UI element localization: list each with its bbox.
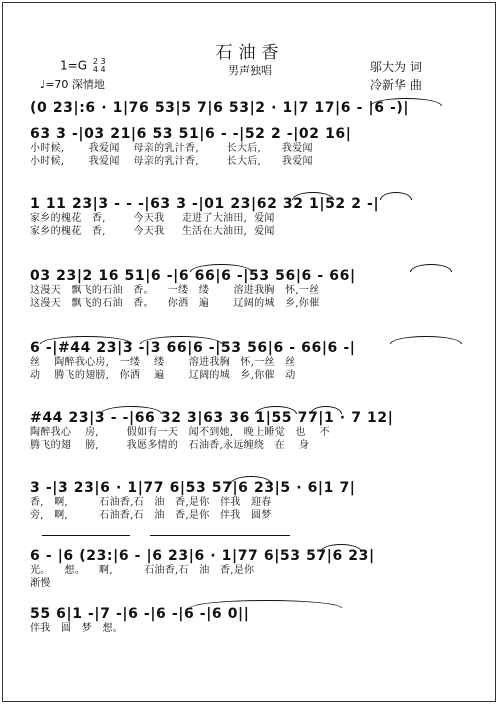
lyric-line-2: 渐慢 [30, 578, 51, 589]
lyric-line-1: 家乡的槐花 香, 今天我 走进了大油田, 爱闻 [30, 213, 275, 224]
notation-line: #44 23|3 - -|66 32 3|63 36 1|55 77|1 · 7 12| [30, 410, 394, 426]
notation-line: 63 3 -|03 21|6 53 51|6 - -|52 2 -|02 16| [30, 126, 352, 142]
lyric-line-1: 光。 想。 啊, 石油香,石 油 香,是你 [30, 565, 255, 576]
score-system-8 [30, 548, 470, 590]
volta-bracket-2 [150, 535, 290, 536]
composer-credit: 冷新华 曲 [370, 78, 422, 92]
lyric-line-1: 小时候, 我爱闻 母亲的乳汁香, 长大后, 我爱闻 [30, 143, 313, 154]
score-system-3 [30, 196, 470, 238]
lyric-line-2: 旁, 啊, 石油香,石 油 香,是你 伴我 圆梦 [30, 510, 272, 521]
lyric-line-1: 陶醉我心 房, 假如有一天 闻不到她, 晚上睡觉 也 不 [30, 427, 330, 438]
time-signature [93, 58, 106, 74]
notation-line: 1 11 23|3 - - -|63 3 -|01 23|62 32 1|52 2 -| [30, 196, 380, 212]
lyric-line-2: 这漫天 飘飞的石油 香。 你洒 遍 辽阔的城 乡,你催 [30, 298, 320, 309]
score-system-7 [30, 480, 470, 522]
lyric-line-1: 伴我 圆 梦 想。 [30, 623, 124, 634]
time-signature-top: 2 3 [92, 57, 106, 66]
score-system-1 [30, 100, 470, 116]
score-system-5 [30, 340, 470, 382]
notation-line: 6 -|#44 23|3 -|3 66|6 -|53 56|6 - 66|6 -| [30, 340, 356, 356]
lyric-line-1: 这漫天 飘飞的石油 香。 一缕 缕 溶进我胸 怀,一丝 [30, 285, 320, 296]
lyric-line-2: 家乡的槐花 香, 今天我 生活在大油田, 爱闻 [30, 226, 275, 237]
key-label: 1=G [60, 58, 87, 73]
notation-line: 3 -|3 23|6 · 1|77 6|53 57|6 23|5 · 6|1 7| [30, 480, 356, 496]
song-title: 石油香 [215, 43, 285, 63]
score-system-4 [30, 268, 470, 310]
volta-bracket-1 [42, 535, 130, 536]
key-signature [60, 58, 106, 74]
tempo-marking: ♩=70 深情地 [40, 78, 105, 91]
lyric-line-1: 香, 啊, 石油香,石 油 香,是你 伴我 迎春 [30, 497, 272, 508]
notation-line: 55 6|1 -|7 -|6 -|6 -|6 -|6 0|| [30, 606, 250, 622]
score-system-2 [30, 126, 470, 168]
notation-line: 6 - |6 (23:|6 - |6 23|6 · 1|77 6|53 57|6 23| [30, 548, 375, 564]
lyric-line-1: 丝 陶醉我心房, 一缕 缕 溶进我胸 怀,一丝 丝 [30, 357, 296, 368]
notation-line: 03 23|2 16 51|6 -|6 66|6 -|53 56|6 - 66| [30, 268, 356, 284]
score-system-9 [30, 606, 470, 635]
lyricist-credit: 邬大为 词 [370, 60, 422, 74]
song-subtitle: 男声独唱 [228, 64, 272, 77]
lyric-line-2: 腾飞的翅 膀, 我愿多情的 石油香,永远缠绕 在 身 [30, 440, 310, 451]
lyric-line-2: 动 腾飞的翅膀, 你洒 遍 辽阔的城 乡,你催 动 [30, 370, 296, 381]
lyric-line-2: 小时候, 我爱闻 母亲的乳汁香, 长大后, 我爱闻 [30, 156, 313, 167]
time-signature-bottom: 4 4 [92, 65, 106, 74]
score-system-6 [30, 410, 470, 452]
notation-line: (0 23|:6 · 1|76 53|5 7|6 53|2 · 1|7 17|6 - |6 -)| [30, 100, 410, 116]
